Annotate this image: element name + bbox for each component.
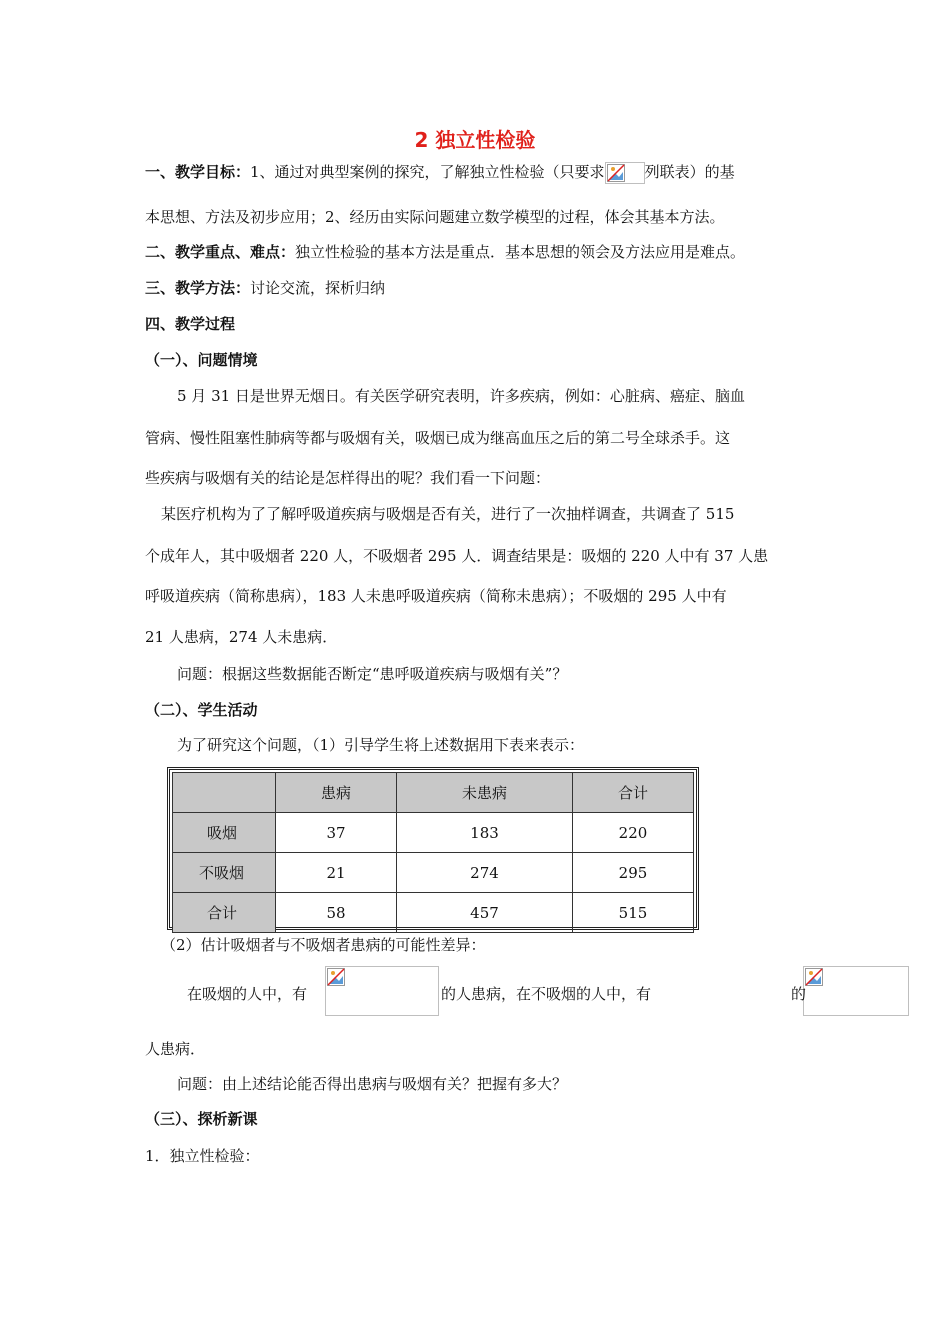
key-label: 二、教学重点、难点： [145, 243, 296, 261]
subheading-1: （一）、问题情境 [145, 351, 258, 369]
paragraph-3: 为了研究这个问题，（1）引导学生将上述数据用下表来表示： [177, 736, 585, 754]
paragraph-2-line-2: 个成年人，其中吸烟者 220 人，不吸烟者 295 人．调查结果是：吸烟的 220 人中有 37 人患 [145, 547, 769, 565]
p5-text-a: 在吸烟的人中，有 [187, 985, 308, 1003]
table-row [173, 893, 694, 933]
table-cell: 37 [276, 813, 397, 853]
goal-text-a: 1、通过对典型案例的探究，了解独立性检验（只要求 [250, 163, 605, 181]
item-1: 1．独立性检验： [145, 1147, 260, 1165]
table-row [173, 853, 694, 893]
table-cell: 274 [397, 853, 573, 893]
formula-image [325, 966, 439, 1016]
broken-image-icon [607, 164, 625, 182]
table-cell: 295 [572, 853, 693, 893]
table-cell: 220 [572, 813, 693, 853]
broken-image-icon [327, 968, 345, 986]
p5-text-c: 的 [791, 985, 807, 1003]
goal-line-1 [145, 161, 735, 184]
contingency-table [167, 767, 699, 930]
subheading-3: （三）、探析新课 [145, 1110, 258, 1128]
question-2: 问题：由上述结论能否得出患病与吸烟有关？把握有多大？ [177, 1075, 568, 1093]
paragraph-2-line-4: 21 人患病，274 人未患病． [145, 628, 338, 646]
row-label: 不吸烟 [173, 853, 276, 893]
method-label: 三、教学方法： [145, 279, 251, 297]
goal-line-2: 本思想、方法及初步应用；2、经历由实际问题建立数学模型的过程，体会其基本方法。 [145, 208, 725, 226]
method-line [145, 277, 385, 298]
table-header-row [173, 773, 694, 813]
table-cell: 183 [397, 813, 573, 853]
paragraph-1-line-1: 5 月 31 日是世界无烟日。有关医学研究表明，许多疾病，例如：心脏病、癌症、脑血 [177, 387, 745, 405]
question-1: 问题：根据这些数据能否断定“患呼吸道疾病与吸烟有关”？ [177, 665, 568, 683]
page-title: 2 独立性检验 [414, 128, 536, 152]
key-text: 独立性检验的基本方法是重点．基本思想的领会及方法应用是难点。 [295, 243, 746, 261]
table-header-cell: 未患病 [397, 773, 573, 813]
p5-text-d: 人患病． [145, 1040, 206, 1058]
table-header-cell [173, 773, 276, 813]
row-label: 合计 [173, 893, 276, 933]
paragraph-2-line-3: 呼吸道疾病（简称患病），183 人未患呼吸道疾病（简称未患病）；不吸烟的 295 人中有 [145, 587, 727, 605]
table-header-cell: 患病 [276, 773, 397, 813]
p5-text-b: 的人患病，在不吸烟的人中，有 [441, 985, 652, 1003]
table-header-cell: 合计 [572, 773, 693, 813]
formula-image [605, 162, 645, 184]
row-label: 吸烟 [173, 813, 276, 853]
formula-image [803, 966, 909, 1016]
table-cell: 457 [397, 893, 573, 933]
paragraph-1-line-2: 管病、慢性阻塞性肺病等都与吸烟有关，吸烟已成为继高血压之后的第二号全球杀手。这 [145, 429, 731, 447]
table-cell: 515 [572, 893, 693, 933]
subheading-2: （二）、学生活动 [145, 701, 258, 719]
table-cell: 58 [276, 893, 397, 933]
key-line [145, 241, 745, 262]
goal-text-b: 列联表）的基 [644, 163, 735, 181]
paragraph-1-line-3: 些疾病与吸烟有关的结论是怎样得出的呢？我们看一下问题： [145, 469, 551, 487]
process-heading: 四、教学过程 [145, 315, 236, 333]
broken-image-icon [805, 968, 823, 986]
paragraph-2-line-1: 某医疗机构为了了解呼吸道疾病与吸烟是否有关，进行了一次抽样调查，共调查了 515 [161, 505, 735, 523]
table-row [173, 813, 694, 853]
method-text: 讨论交流，探析归纳 [250, 279, 386, 297]
paragraph-4: （2）估计吸烟者与不吸烟者患病的可能性差异： [161, 936, 486, 954]
goal-label: 一、教学目标： [145, 163, 251, 181]
table-cell: 21 [276, 853, 397, 893]
